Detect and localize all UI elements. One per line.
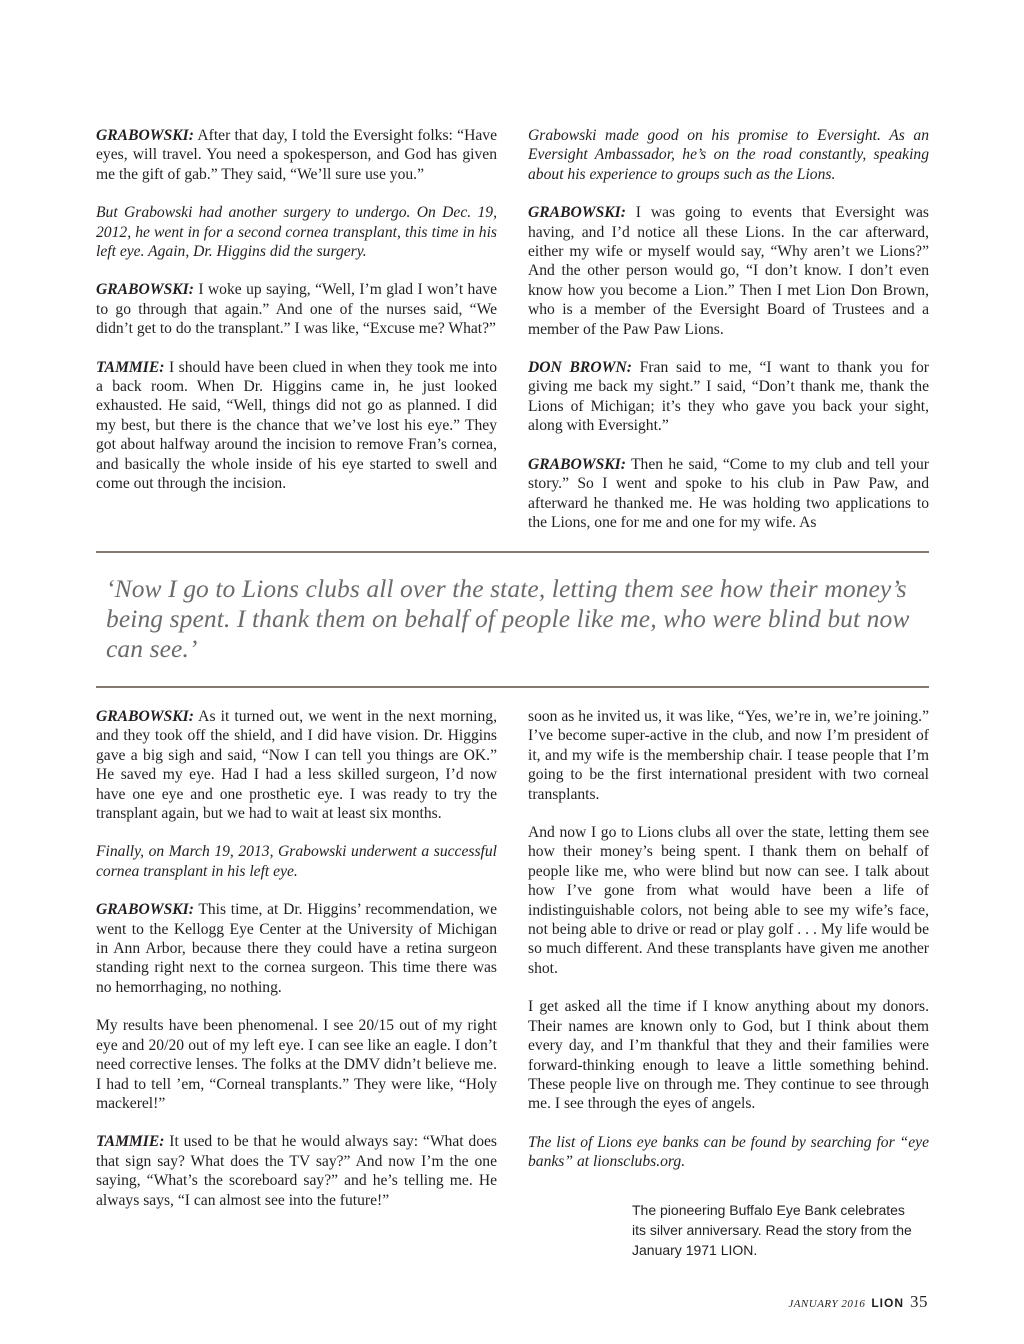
- speaker-name: GRABOWSKI:: [528, 455, 626, 473]
- editorial-note: Grabowski made good on his promise to Eversight. As an Eversight Ambassador, he’s on the road constantly, speaking about his experience to groups such as the Lions.: [528, 127, 929, 183]
- paragraph: [96, 707, 497, 823]
- page-number: 35: [910, 1292, 928, 1311]
- paragraph: [96, 126, 497, 184]
- paragraph-text: I get asked all the time if I know anything about my donors. Their names are known only to God, but I think about them every day, and I’m thankful that they and their families were forward-thinking enough to leave a little something behind. These people live on through me. They continue to see through me. I see through the eyes of angels.: [528, 998, 929, 1113]
- paragraph-text: I was going to events that Eversight was having, and I’d notice all these Lions. In the car afterward, either my wife or myself would say, “Why aren’t we Lions?” And the other person would go, “I don’t know. I don’t even know how you become a Lion.” Then I met Lion Don Brown, who is a member of the Eversight Board of Trustees and a member of the Paw Paw Lions.: [528, 204, 929, 338]
- speaker-name: GRABOWSKI:: [96, 901, 194, 919]
- pull-quote: ‘Now I go to Lions clubs all over the state, letting them see how their money’s being spent. I thank them on behalf of people like me, who were blind but now can see.’: [106, 574, 910, 663]
- speaker-name: TAMMIE:: [96, 358, 165, 376]
- paragraph-text: This time, at Dr. Higgins’ recommendation, we went to the Kellogg Eye Center at the University of Michigan in Ann Arbor, because there they could have a retina surgeon standing right next to the cornea surgeon. This time there was no hemorrhaging, no nothing.: [96, 901, 497, 996]
- paragraph: [528, 1133, 929, 1172]
- speaker-name: GRABOWSKI:: [96, 127, 194, 144]
- paragraph-text: I should have been clued in when they took me into a back room. When Dr. Higgins came in, he just looked exhausted. He said, “Well, things did not go as planned. I did my best, but there is the chance that we’ve lost his eye.” They got about halfway around the incision to remove Fran’s cornea, and basically the whole inside of his eye started to swell and come out through the incision.: [96, 358, 497, 493]
- paragraph-text: Fran said to me, “I want to thank you for giving me back my sight.” I said, “Don’t thank me, thank the Lions of Michigan; it’s they who gave you back your sight, along with Eversight.”: [528, 359, 929, 435]
- paragraph-text: My results have been phenomenal. I see 20/15 out of my right eye and 20/20 out of my left eye. I can see like an eagle. I don’t need corrective lenses. The folks at the DMV didn’t believe me. I had to tell ’em, “Corneal transplants.” They were like, “Holy mackerel!”: [96, 1017, 497, 1112]
- paragraph: [96, 203, 497, 261]
- speaker-name: DON BROWN:: [528, 359, 632, 377]
- paragraph-text: And now I go to Lions clubs all over the state, letting them see how their money’s being spent. I thank them on behalf of people like me, who were blind but now can see. I talk about how I’ve gone from what would have been a life of indistinguishable colors, not being able to see my wife’s face, not being able to drive or read or play golf . . . My life would be so much different. And these transplants have given me another shot.: [528, 824, 929, 977]
- paragraph: [96, 1132, 497, 1210]
- speaker-name: GRABOWSKI:: [96, 708, 194, 725]
- paragraph-text: soon as he invited us, it was like, “Yes, we’re in, we’re joining.” I’ve become super-active in the club, and now I’m president of it, and my wife is the membership chair. I tease people that I’m going to be the first international president with two corneal transplants.: [528, 708, 929, 803]
- paragraph: [96, 900, 497, 997]
- pull-quote-top-rule: [96, 551, 929, 553]
- paragraph-text: After that day, I told the Eversight folks: “Have eyes, will travel. You need a spokesperson, and God has given me the gift of gab.” They said, “We’ll sure use you.”: [96, 127, 497, 183]
- editorial-note: The list of Lions eye banks can be found by searching for “eye banks” at lionsclubs.org.: [528, 1133, 929, 1171]
- editorial-note: Finally, on March 19, 2013, Grabowski underwent a successful cornea transplant in his left eye.: [96, 843, 497, 880]
- paragraph-text: Then he said, “Come to my club and tell your story.” So I went and spoke to his club in Paw Paw, and afterward he thanked me. He was holding two applications to the Lions, one for me and one for my wife. As: [528, 455, 929, 531]
- paragraph: [96, 1016, 497, 1113]
- pull-quote-bottom-rule: [96, 686, 929, 688]
- paragraph: [528, 203, 929, 339]
- paragraph: [528, 358, 929, 436]
- paragraph-text: As it turned out, we went in the next morning, and they took off the shield, and I did have vision. Dr. Higgins gave a big sigh and said, “Now I can tell you things are OK.” He saved my eye. Had I had a less skilled surgeon, I’d now have one eye and one prosthetic eye. I was ready to try the transplant again, but we had to wait at least six months.: [96, 708, 497, 823]
- speaker-name: TAMMIE:: [96, 1133, 165, 1151]
- paragraph: [528, 707, 929, 804]
- speaker-name: GRABOWSKI:: [528, 204, 626, 222]
- paragraph: [96, 842, 497, 881]
- paragraph: [528, 823, 929, 978]
- issue-date: JANUARY 2016: [788, 1298, 866, 1310]
- magazine-name: LION: [871, 1296, 904, 1310]
- speaker-name: GRABOWSKI:: [96, 281, 194, 299]
- paragraph: [96, 358, 497, 494]
- editorial-note: But Grabowski had another surgery to undergo. On Dec. 19, 2012, he went in for a second cornea transplant, this time in his left eye. Again, Dr. Higgins did the surgery.: [96, 204, 497, 261]
- paragraph-text: It used to be that he would always say: “What does that sign say? What does the TV say?” And now I’m the one saying, “What’s the scoreboard say?” and he’s telling me. He always says, “I can almost see into the future!”: [96, 1133, 497, 1209]
- paragraph-text: I woke up saying, “Well, I’m glad I won’t have to go through that again.” And one of the nurses said, “We didn’t get to do the transplant.” I was like, “Excuse me? What?”: [96, 281, 497, 338]
- paragraph: [96, 280, 497, 338]
- paragraph: [528, 997, 929, 1113]
- article-column-bottom-left: [96, 707, 497, 1229]
- article-column-top-left: [96, 126, 497, 513]
- paragraph: [528, 126, 929, 184]
- article-column-bottom-right: [528, 707, 929, 1191]
- article-column-top-right: [528, 126, 929, 551]
- related-story-caption: The pioneering Buffalo Eye Bank celebrates its silver anniversary. Read the story from the January 1971 LION.: [632, 1202, 912, 1258]
- page-footer: [788, 1292, 928, 1312]
- paragraph: [528, 455, 929, 533]
